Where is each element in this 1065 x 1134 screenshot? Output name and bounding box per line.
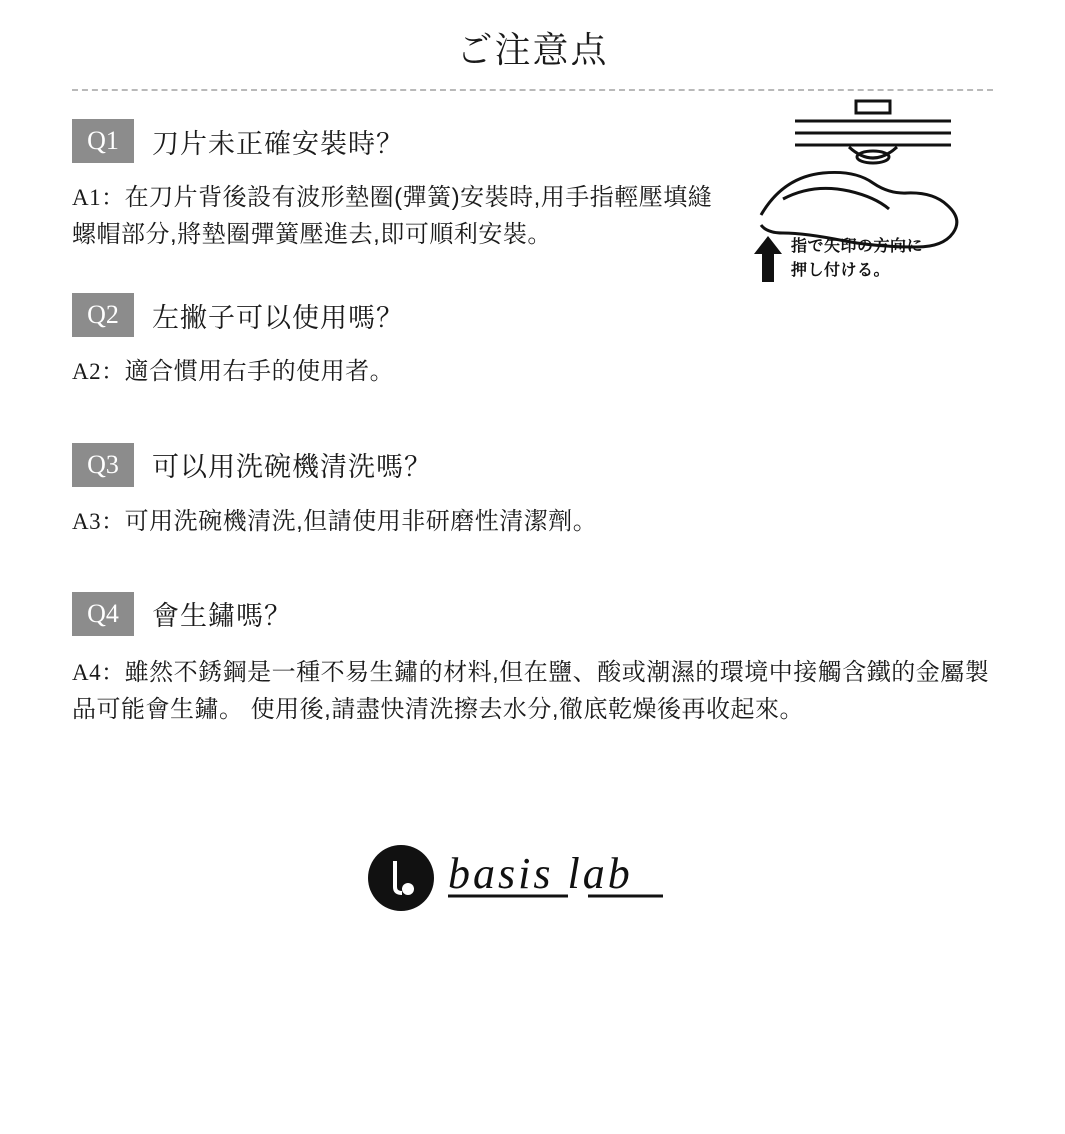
faq-answer-text-q3: 可用洗碗機清洗,但請使用非研磨性清潔劑。 [124, 507, 598, 535]
faq-tag-q1: Q1 [72, 119, 134, 163]
faq-item-q1 [72, 119, 993, 253]
faq-answer-text-q1: 在刀片背後設有波形墊圈(彈簧)安裝時,用手指輕壓填縫螺帽部分,將墊圈彈簧壓進去,即可順利安裝。 [72, 184, 713, 249]
faq-tag-q4: Q4 [72, 592, 134, 636]
faq-question-row [72, 443, 993, 487]
faq-answer-q3 [72, 503, 993, 540]
faq-question-row [72, 119, 993, 163]
brand-logo [0, 845, 1065, 911]
caption-line-2: 押し付ける。 [791, 262, 891, 279]
faq-answer-label-q1: A1： [72, 185, 125, 210]
page-title: ご注意点 [456, 29, 609, 70]
logo-circle-icon [368, 845, 434, 911]
faq-answer-label-q4: A4： [72, 659, 125, 685]
faq-question-q1: 刀片未正確安裝時？ [152, 128, 404, 159]
faq-item-q3 [72, 443, 993, 540]
faq-question-q2: 左撇子可以使用嗎？ [152, 302, 404, 333]
faq-question-row [72, 592, 993, 636]
faq-item-q4 [72, 592, 993, 728]
faq-tag-q2: Q2 [72, 293, 134, 337]
faq-question-row [72, 293, 993, 337]
faq-question-q3: 可以用洗碗機清洗嗎？ [152, 452, 432, 483]
faq-list [0, 119, 1065, 728]
faq-answer-text-q4: 雖然不銹鋼是一種不易生鏽的材料,但在鹽、酸或潮濕的環境中接觸含鐵的金屬製品可能會生鏽。 使用後,請盡快清洗擦去水分,徹底乾燥後再收起來。 [72, 658, 990, 723]
faq-answer-q1 [72, 179, 732, 253]
faq-answer-label-q3: A3： [72, 508, 125, 534]
faq-answer-text-q2: 適合慣用右手的使用者。 [124, 358, 395, 386]
faq-question-q4: 會生鏽嗎？ [152, 601, 292, 632]
faq-answer-label-q2: A2： [72, 359, 125, 385]
title-divider [72, 89, 993, 91]
faq-answer-q4 [72, 654, 1002, 728]
faq-item-q2 [72, 293, 993, 390]
svg-text:basis lab: basis lab [447, 849, 633, 898]
logo-wordmark [448, 848, 698, 908]
faq-tag-q3: Q3 [72, 443, 134, 487]
caption-line-1: 指で矢印の方向に [791, 238, 924, 255]
faq-answer-q2 [72, 353, 993, 390]
